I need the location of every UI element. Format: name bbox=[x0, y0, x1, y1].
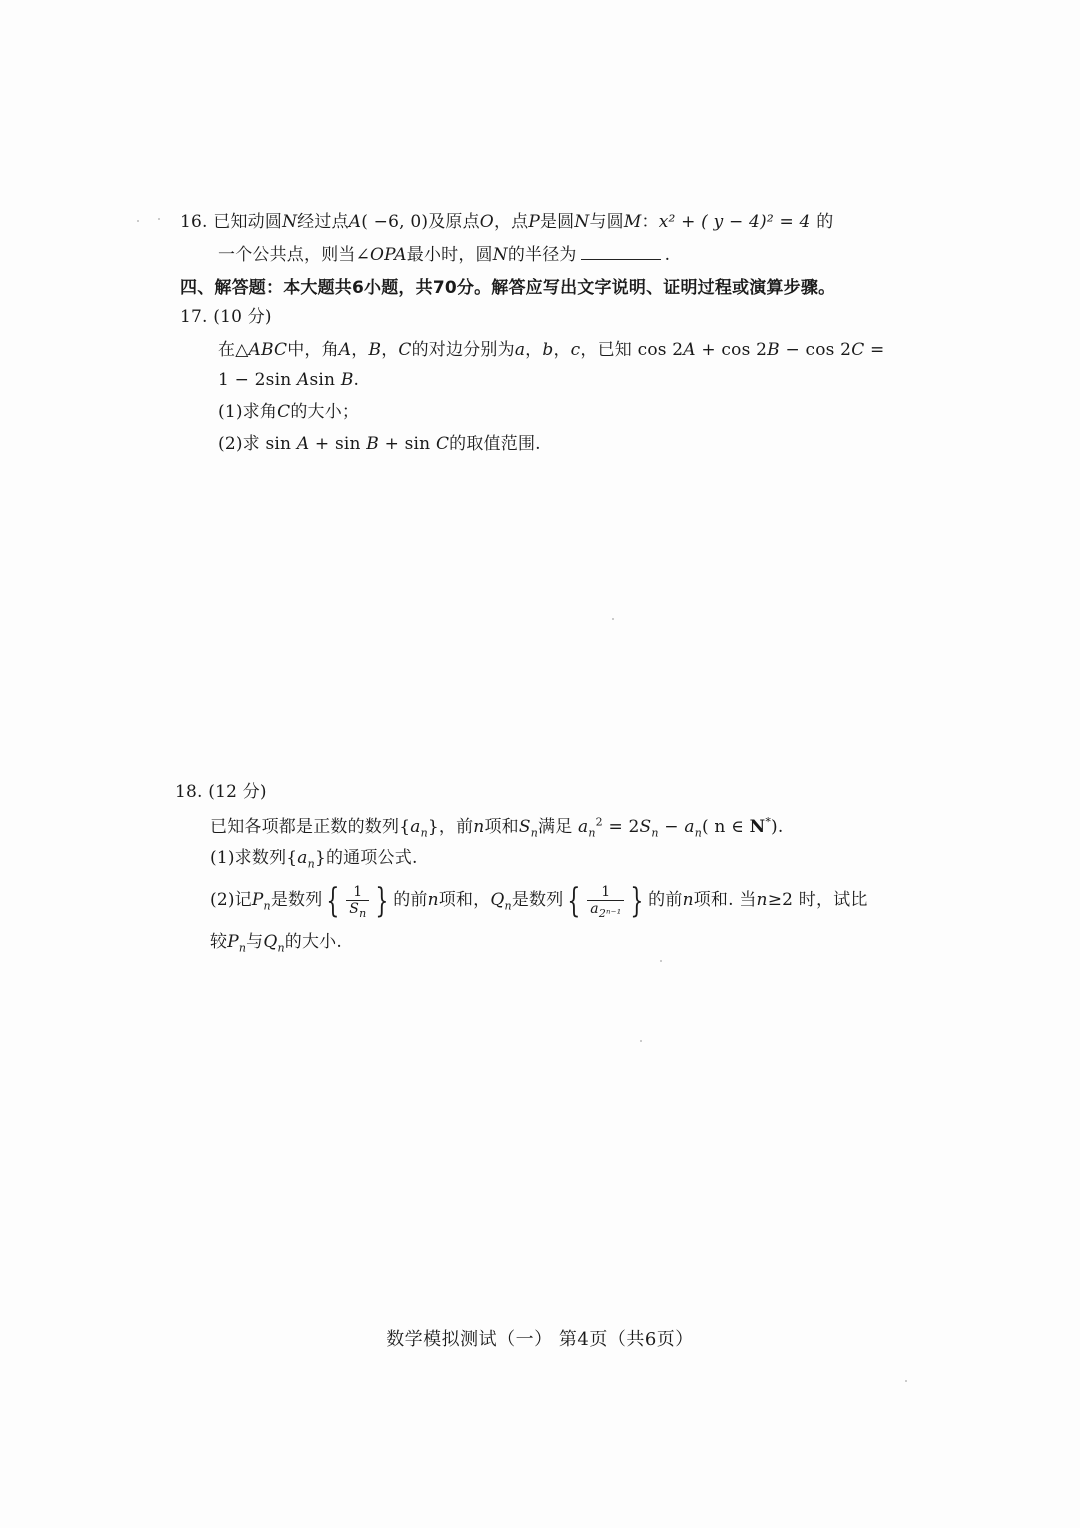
q17-text: 的大小； bbox=[290, 402, 360, 422]
q18-text: 较 bbox=[210, 932, 228, 952]
q17-text: = bbox=[864, 340, 885, 360]
q17-part2 bbox=[218, 432, 541, 456]
q18-text: ( n ∈ bbox=[701, 817, 750, 837]
q18-var: S bbox=[639, 817, 652, 837]
q18-var: n bbox=[473, 817, 485, 837]
q18-sub: 2ⁿ⁻¹ bbox=[598, 906, 622, 920]
q17-text: ， bbox=[525, 340, 543, 360]
left-brace-icon: { bbox=[567, 880, 581, 921]
q17-var: B bbox=[368, 340, 382, 360]
right-brace-icon: } bbox=[375, 880, 389, 921]
scan-speck bbox=[640, 1040, 642, 1042]
q18-sub: n bbox=[651, 826, 659, 840]
fraction-one-over-sn bbox=[346, 884, 369, 920]
q16-text: . bbox=[664, 245, 671, 265]
q18-part2 bbox=[210, 878, 868, 922]
q18-points: (12 分) bbox=[208, 782, 267, 802]
q17-var: C bbox=[398, 340, 412, 360]
q18-var: a bbox=[684, 817, 695, 837]
q16-text: 一个公共点，则当∠ bbox=[218, 245, 371, 265]
q16-text: 的 bbox=[816, 212, 834, 232]
q17-text: (2)求 sin bbox=[218, 434, 297, 454]
q18-part1 bbox=[210, 846, 418, 870]
q16-text: 的半径为 bbox=[507, 245, 577, 265]
q18-header bbox=[175, 780, 267, 804]
q17-var: A bbox=[683, 340, 696, 360]
q17-var: C bbox=[277, 402, 291, 422]
q17-var: C bbox=[435, 434, 450, 454]
q18-sub: n bbox=[420, 826, 428, 840]
q18-text: 已知各项都是正数的数列{ bbox=[210, 817, 411, 837]
q17-text: sin bbox=[309, 370, 341, 390]
scan-speck bbox=[905, 1380, 907, 1382]
q17-text: 在△ bbox=[218, 340, 249, 360]
q16-var: A bbox=[348, 212, 362, 232]
q18-text: 的前 bbox=[648, 890, 683, 910]
q18-text: }的通项公式. bbox=[314, 848, 418, 868]
q17-text: + cos 2 bbox=[695, 340, 768, 360]
q17-text: + sin bbox=[378, 434, 436, 454]
q16-text: 与圆 bbox=[589, 212, 624, 232]
q17-text: − cos 2 bbox=[779, 340, 852, 360]
q17-text: 中，角 bbox=[287, 340, 339, 360]
q17-part1 bbox=[218, 400, 359, 424]
section-heading: 四、解答题：本大题共6小题，共70分。解答应写出文字说明、证明过程或演算步骤。 bbox=[180, 278, 836, 298]
q17-var: b bbox=[542, 340, 554, 360]
q18-var: a bbox=[590, 901, 599, 917]
q18-var: Q bbox=[490, 890, 505, 910]
q16-equation: x² + ( y − 4)² = 4 bbox=[658, 212, 811, 232]
right-brace-icon: } bbox=[630, 880, 644, 921]
scan-speck bbox=[660, 960, 662, 962]
q18-sup: * bbox=[765, 815, 772, 829]
q17-text: 1 − 2sin bbox=[218, 370, 297, 390]
q17-text: 的对边分别为 bbox=[411, 340, 515, 360]
q16-var: O bbox=[479, 212, 494, 232]
q16-text: 及原点 bbox=[428, 212, 480, 232]
q18-var: n bbox=[756, 890, 768, 910]
q17-var: A bbox=[296, 434, 310, 454]
q18-line1 bbox=[210, 815, 783, 839]
q16-text: ( −6, 0) bbox=[361, 212, 429, 232]
fraction-denominator bbox=[587, 901, 624, 920]
q16-text: 经过点 bbox=[297, 212, 349, 232]
q17-text: ，已知 cos 2 bbox=[580, 340, 684, 360]
q18-part2-cont bbox=[210, 930, 342, 954]
q18-var: P bbox=[227, 932, 239, 952]
q18-sub: n bbox=[588, 826, 596, 840]
q17-var: C bbox=[851, 340, 865, 360]
q17-header bbox=[180, 305, 272, 329]
q18-sub: n bbox=[504, 899, 512, 913]
q16-var: N bbox=[574, 212, 590, 232]
q17-points: (10 分) bbox=[213, 307, 272, 327]
q18-text: 的前 bbox=[393, 890, 428, 910]
q17-text: 的取值范围. bbox=[449, 434, 541, 454]
q18-sub: n bbox=[307, 857, 315, 871]
q17-text: ， bbox=[351, 340, 369, 360]
q18-text: 的大小. bbox=[284, 932, 342, 952]
q17-text: (1)求角 bbox=[218, 402, 278, 422]
q16-text: 已知动圆 bbox=[213, 212, 283, 232]
q18-text: 是数列 bbox=[270, 890, 323, 910]
q18-var: P bbox=[251, 890, 264, 910]
q18-sub: n bbox=[359, 906, 367, 920]
q18-sub: n bbox=[694, 826, 702, 840]
q17-number: 17. bbox=[180, 307, 208, 327]
q18-var: Q bbox=[263, 932, 278, 952]
q18-var: S bbox=[518, 817, 531, 837]
scan-speck bbox=[612, 618, 614, 620]
q18-text: (2)记 bbox=[210, 890, 252, 910]
scan-speck bbox=[158, 218, 160, 220]
q18-text: − bbox=[658, 817, 685, 837]
q16-var: N bbox=[492, 245, 508, 265]
q18-text: ≥2 时，试比 bbox=[767, 890, 868, 910]
q18-set: N bbox=[749, 817, 766, 837]
q18-var: n bbox=[427, 890, 439, 910]
q17-var: A bbox=[297, 370, 310, 390]
q18-var: a bbox=[410, 817, 421, 837]
q16-var: P bbox=[528, 212, 540, 232]
q16-number: 16. bbox=[180, 212, 208, 232]
q16-line2 bbox=[218, 243, 670, 267]
left-brace-icon: { bbox=[326, 880, 340, 921]
q18-text: (1)求数列{ bbox=[210, 848, 298, 868]
q18-text: 是数列 bbox=[511, 890, 564, 910]
fraction-numerator: 1 bbox=[587, 884, 624, 901]
q17-var: a bbox=[514, 340, 526, 360]
q17-text: ， bbox=[553, 340, 571, 360]
q17-var: B bbox=[340, 370, 354, 390]
q18-sup: 2 bbox=[595, 815, 603, 829]
q18-sub: n bbox=[238, 941, 247, 955]
q18-text: 与 bbox=[246, 932, 264, 952]
q18-text: = 2 bbox=[602, 817, 640, 837]
q18-var: n bbox=[682, 890, 694, 910]
q18-text: 满足 bbox=[538, 817, 573, 837]
q17-line1 bbox=[218, 338, 884, 362]
q17-var: ABC bbox=[248, 340, 288, 360]
q18-var: a bbox=[297, 848, 308, 868]
q18-sub: n bbox=[277, 941, 285, 955]
q17-var: A bbox=[338, 340, 352, 360]
q16-var: M bbox=[623, 212, 642, 232]
q16-var: N bbox=[282, 212, 298, 232]
q18-number: 18. bbox=[175, 782, 203, 802]
q16-var: OPA bbox=[370, 245, 407, 265]
fraction-numerator: 1 bbox=[346, 884, 369, 901]
answer-blank[interactable] bbox=[581, 243, 661, 260]
fraction-one-over-a bbox=[587, 884, 624, 920]
q17-text: . bbox=[353, 370, 360, 390]
q18-text: 项和 bbox=[484, 817, 519, 837]
q17-text: + sin bbox=[309, 434, 367, 454]
fraction-denominator bbox=[346, 901, 369, 920]
q18-var: a bbox=[578, 817, 589, 837]
q18-sub: n bbox=[530, 826, 538, 840]
q18-text: }，前 bbox=[427, 817, 474, 837]
q17-var: B bbox=[767, 340, 780, 360]
q17-line2 bbox=[218, 368, 359, 392]
q16-text: ： bbox=[641, 212, 659, 232]
q16-text: 最小时，圆 bbox=[406, 245, 493, 265]
q18-text: ). bbox=[771, 817, 784, 837]
scan-speck bbox=[137, 220, 139, 222]
q17-var: B bbox=[366, 434, 379, 454]
page-footer: 数学模拟测试（一） 第4页（共6页） bbox=[386, 1329, 694, 1350]
q16-text: 是圆 bbox=[539, 212, 575, 232]
q16-text: ，点 bbox=[493, 212, 529, 232]
q18-sub: n bbox=[263, 899, 271, 913]
q18-text: 项和. 当 bbox=[693, 890, 757, 910]
q17-text: ， bbox=[381, 340, 399, 360]
q18-var: S bbox=[349, 901, 360, 917]
q16-line1 bbox=[180, 210, 833, 234]
q17-var: c bbox=[570, 340, 581, 360]
q18-text: 项和， bbox=[438, 890, 491, 910]
